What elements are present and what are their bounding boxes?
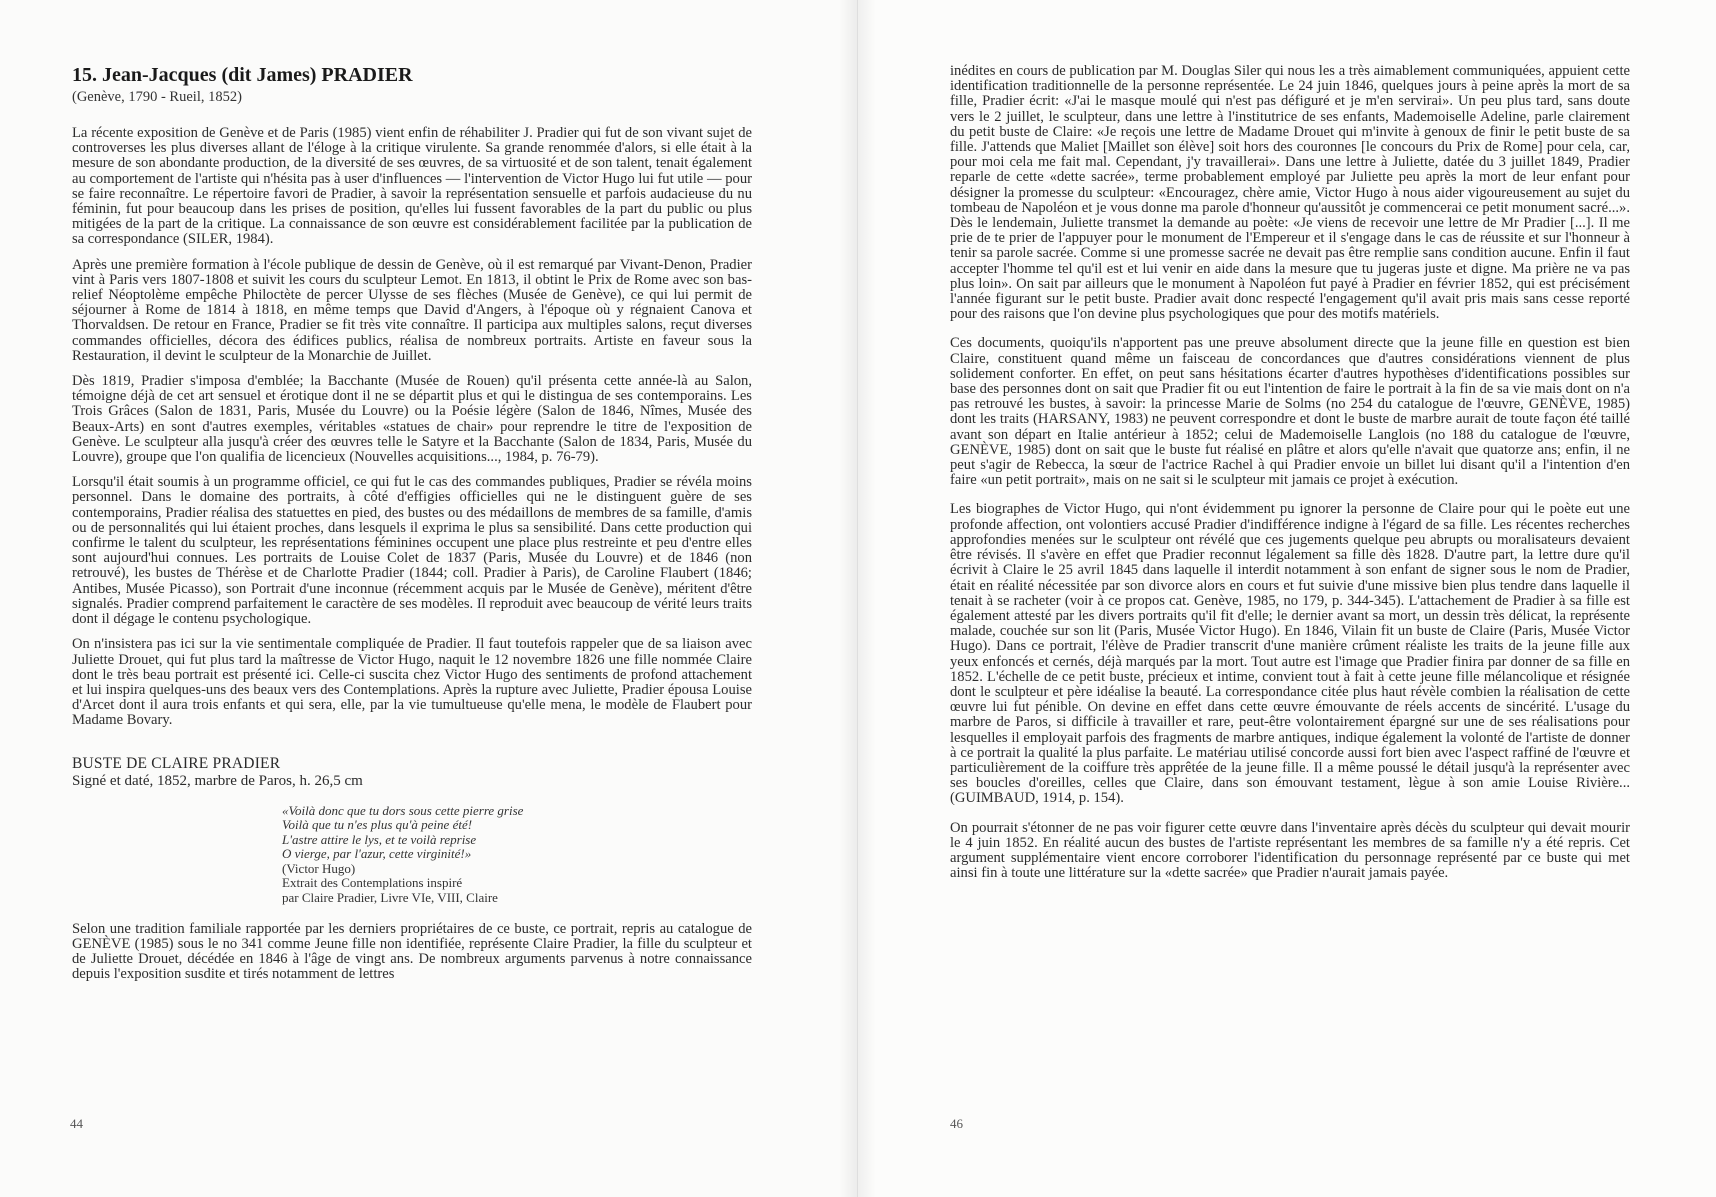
left-column (72, 64, 752, 992)
paragraph: On n'insistera pas ici sur la vie sentimentale compliquée de Pradier. Il faut toutefois rappeler que de sa liaison avec Juliette Drouet, qui fut plus tard la maîtresse de Victor Hugo, naquit le 12 novembre 1826 une fille nommée Claire dont le très beau portrait est présenté ici. Celle-ci suscita chez Victor Hugo des sentiments de profond attachement et lui inspira quelques-uns des beaux vers des Contemplations. Après la rupture avec Juliette, Pradier épousa Louise d'Arcet dont il aura trois enfants et qui sera, elle, par la vie tumultueuse qu'elle mena, le modèle de Flaubert pour Madame Bovary. (72, 636, 752, 729)
poem-line: O vierge, par l'azur, cette virginité!» (282, 846, 472, 862)
poem-line: L'astre attire le lys, et te voilà reprise (282, 831, 477, 847)
gutter-shadow (839, 0, 857, 1197)
poem-author: (Victor Hugo) (282, 860, 356, 876)
poem-source: par Claire Pradier, Livre VIe, VIII, Claire (282, 890, 498, 906)
paragraph: Lorsqu'il était soumis à un programme officiel, ce qui fut le cas des commandes publiques, Pradier se révéla moins personnel. Dans le domaine des portraits, à côté d'effigies officielles qui ne le distinguent guère de ses contemporains, Pradier réalisa des statuettes en pied, des bustes ou des médaillons de membres de sa famille, d'amis ou de personnalités qui lui étaient proches, dans lesquels il exprima le plus sa sensibilité. Dans cette production qui confirme le talent du sculpteur, les représentations féminines occupent une place plus restreinte et peu d'entre elles sont aujourd'hui connues. Les portraits de Louise Colet de 1837 (Paris, Musée du Louvre) et de 1846 (non retrouvé), les bustes de Thérèse et de Charlotte Pradier (1844; coll. Pradier à Paris), de Caroline Flaubert (1846; Antibes, Musée Picasso), son Portrait d'une inconnue (récemment acquis par le Musée de Genève), méritent d'être signalés. Pradier comprend parfaitement le caractère de ses modèles. Il reproduit avec beaucoup de vérité leurs traits dont il dégage le contenu psychologique. (72, 474, 752, 628)
entry-title: 15. Jean-Jacques (dit James) PRADIER (72, 64, 413, 86)
right-column (950, 64, 1630, 895)
poem-quote (282, 804, 752, 906)
poem-line: Voilà que tu n'es plus qu'à peine été! (282, 817, 473, 833)
artwork-title: BUSTE DE CLAIRE PRADIER (72, 754, 281, 772)
paragraph: inédites en cours de publication par M. Douglas Siler qui nous les a très aimablement communiquées, appuient cette identification traditionnelle de la personne représentée. Le 24 juin 1846, quelques jours à peine après la mort de sa fille, Pradier écrit: «J'ai le masque moulé qui n'est pas défiguré et je m'en servirai». Un peu plus tard, sans doute vers le 2 juillet, le sculpteur, dans une lettre à l'institutrice de ses enfants, Mademoiselle Adeline, parle clairement du petit buste de Claire: «Je reçois une lettre de Madame Drouet qui m'invite à genoux de finir le petit buste de sa fille. J'attends que Maliet [Maillet son élève] soit hors des couronnes [le concours du Prix de Rome] pour cela, car, pour moi cela me fait mal. Cependant, j'y travaillerai». Dans une lettre à Juliette, datée du 3 juillet 1849, Pradier reparle de cette «dette sacrée», terme probablement employé par Juliette peu après la mort de leur enfant pour désigner la promesse du sculpteur: «Encouragez, chère amie, Victor Hugo à nous aider vigoureusement au sujet du tombeau de Napoléon et je vous donne ma parole d'honneur qu'aussitôt je commencerai ce petit monument sacré...». Dès le lendemain, Juliette transmet la demande au poète: «Je viens de recevoir une lettre de Mr Pradier [...]. Il me prie de te prier de l'appuyer pour le monument de l'Empereur et il s'engage dans le cas de réussite et sur l'honneur à tenir sa parole sacrée. Comme si une promesse sacrée ne devait pas être remplie sans condition aucune. Enfin il faut accepter l'homme tel qu'il est et lui venir en aide dans la mesure que tu jugeras juste et digne. Ma prière ne va pas plus loin». On sait par ailleurs que le monument à Napoléon fut payé à Pradier en février 1852, qui est précisément l'année figurant sur le petit buste. Pradier avait donc respecté l'engagement qu'il avait pris mais sans cesse reporté pour des raisons que l'on devine plus psychologiques que pour des motifs matériels. (950, 63, 1630, 323)
paragraph: Les biographes de Victor Hugo, qui n'ont évidemment pu ignorer la personne de Claire pour qui le poète eut une profonde affection, ont volontiers accusé Pradier d'indifférence indigne à l'égard de sa fille. Les récentes recherches approfondies menées sur le sculpteur ont révélé que ces jugements quelque peu abrupts ou moralisateurs devaient être révisés. Il s'avère en effet que Pradier reconnut légalement sa fille dès 1828. D'autre part, la lettre dure qu'il écrivit à Claire le 25 avril 1845 dans laquelle il interdit notamment à son enfant de signer sous le nom de Pradier, était en réalité nécessitée par son divorce alors en cours et fut suivie d'une missive bien plus tendre dans laquelle il tenait à se racheter (voir à ce propos cat. Genève, 1985, no 179, p. 344-345). L'attachement de Pradier à sa fille est également attesté par les divers portraits qu'il fit d'elle; le dernier avant sa mort, un dessin très délicat, la représente malade, couchée sur son lit (Paris, Musée Victor Hugo). En 1846, Vilain fit un buste de Claire (Paris, Musée Victor Hugo). Dans ce portrait, l'élève de Pradier transcrit d'une manière crûment réaliste les traits de la jeune fille aux yeux enfoncés et cernés, déjà marqués par la mort. Tout autre est l'image que Pradier finira par donner de sa fille en 1852. L'échelle de ce petit buste, précieux et intime, convient tout à fait à cette jeune fille mélancolique et résignée dont le sculpteur et père idéalise la beauté. La correspondance citée plus haut révèle combien la réalisation de cette œuvre lui fut pénible. On devine en effet dans cette œuvre émouvante de réels accents de sincérité. L'usage du marbre de Paros, si difficile à travailler et rare, peut-être volontairement épargné sur une de ses réalisations pour lesquelles il employait parfois des fragments de marbre antiques, indique également la volonté de l'artiste de donner à ce portrait la qualité la plus parfaite. Le matériau utilisé concorde aussi fort bien avec l'aspect raffiné de l'œuvre et particulièrement de la coiffure très apprêtée de la jeune fille. Il a même poussé le détail jusqu'à la représenter avec ses boucles d'oreilles, celles que Claire, dans son émouvant testament, lègue à son amie Louise Rivière... (GUIMBAUD, 1914, p. 154). (950, 501, 1630, 807)
paragraph: Dès 1819, Pradier s'imposa d'emblée; la Bacchante (Musée de Rouen) qu'il présenta cette année-là au Salon, témoigne déjà de cet art sensuel et érotique dont il ne se départit plus et qui le distingua de ses contemporains. Les Trois Grâces (Salon de 1831, Paris, Musée du Louvre) ou la Poésie légère (Salon de 1846, Nîmes, Musée des Beaux-Arts) en sont d'autres exemples, véritables «statues de chair» pour reprendre le titre de l'exposition de Genève. Le sculpteur alla jusqu'à créer des œuvres telle le Satyre et la Bacchante (Salon de 1834, Paris, Musée du Louvre), groupe que l'on qualifia de licencieux (Nouvelles acquisitions..., 1984, p. 76-79). (72, 373, 752, 466)
poem-source: Extrait des Contemplations inspiré (282, 875, 463, 891)
page-number: 46 (950, 1116, 963, 1131)
paragraph: Ces documents, quoiqu'ils n'apportent pas une preuve absolument directe que la jeune fille en question est bien Claire, constituent quand même un faisceau de concordances que d'autres considérations viennent de plus solidement conforter. En effet, on peut sans hésitations écarter d'autres hypothèses d'identifications possibles sur base des personnes dont on sait que Pradier fit ou eut l'intention de faire le portrait à la fin de sa vie mais dont on n'a pas retrouvé les bustes, à savoir: la princesse Marie de Solms (no 254 du catalogue de l'œuvre, GENÈVE, 1985) dont les traits (HARSANY, 1983) ne peuvent correspondre et dont le buste de marbre aurait de toute façon été taillé avant son départ en Italie antérieur à 1852; celui de Mademoiselle Langlois (no 188 du catalogue de l'œuvre, GENÈVE, 1985) dont on sait que le buste fut réalisé en plâtre et alors qu'elle n'avait que quatorze ans; enfin, il ne peut s'agir de Rebecca, la sœur de l'actrice Rachel à qui Pradier envoie un billet lui disant qu'il a l'intention d'en faire «un petit portrait», mais on ne sait si le sculpteur mit jamais ce projet à exécution. (950, 335, 1630, 489)
paragraph: On pourrait s'étonner de ne pas voir figurer cette œuvre dans l'inventaire après décès du sculpteur qui devait mourir le 4 juin 1852. En réalité aucun des bustes de l'artiste représentant les membres de sa famille n'y a été repris. Cet argument supplémentaire vient encore corroborer l'identification du personnage représenté par ce buste qui met ainsi fin à toute une littérature sur la «dette sacrée» que Pradier n'aurait jamais payée. (950, 819, 1630, 882)
page-number: 44 (70, 1116, 83, 1131)
artwork-details: Signé et daté, 1852, marbre de Paros, h. 26,5 cm (72, 772, 363, 789)
poem-line: «Voilà donc que tu dors sous cette pierre grise (282, 802, 524, 818)
paragraph: Selon une tradition familiale rapportée par les derniers propriétaires de ce buste, ce portrait, repris au catalogue de GENÈVE (1985) sous le no 341 comme Jeune fille non identifiée, représente Claire Pradier, la fille du sculpteur et de Juliette Drouet, décédée en 1846 à l'âge de vingt ans. De nombreux arguments parvenus à notre connaissance depuis l'exposition susdite et tirés notamment de lettres (72, 920, 752, 983)
entry-subtitle: (Genève, 1790 - Rueil, 1852) (72, 89, 242, 105)
gutter-shadow (858, 0, 876, 1197)
paragraph: Après une première formation à l'école publique de dessin de Genève, où il est remarqué par Vivant-Denon, Pradier vint à Paris vers 1807-1808 et suivit les cours du sculpteur Lemot. En 1813, il obtint le Prix de Rome avec son bas-relief Néoptolème empêche Philoctète de percer Ulysse de ses flèches (Musée de Genève), ce qui lui permit de séjourner à Rome de 1814 à 1818, en même temps que David d'Angers, à l'époque où y régnaient Canova et Thorvaldsen. De retour en France, Pradier se fit très vite connaître. Il participa aux multiples salons, reçut diverses commandes officielles, décora des édifices publics, réalisa de nombreux portraits. Artiste en faveur sous la Restauration, il devint le sculpteur de la Monarchie de Juillet. (72, 256, 752, 364)
paragraph: La récente exposition de Genève et de Paris (1985) vient enfin de réhabiliter J. Pradier qui fut de son vivant sujet de controverses les plus diverses allant de l'éloge à la critique virulente. Sa grande renommée d'alors, si elle était à la mesure de son abondante production, de la diversité de ses œuvres, de sa virtuosité et de son talent, tenait également au comportement de l'artiste qui n'hésita pas à user d'influences — l'intervention de Victor Hugo lui fut utile — pour se faire reconnaître. Le répertoire favori de Pradier, à savoir la représentation sensuelle et parfois audacieuse du nu féminin, fut pour beaucoup dans les prises de position, qu'elles lui fussent favorables de la part du public ou plus mitigées de la part de la critique. La connaissance de son œuvre est considérablement facilitée par la publication de sa correspondance (SILER, 1984). (72, 125, 752, 248)
right-page (858, 0, 1716, 1197)
